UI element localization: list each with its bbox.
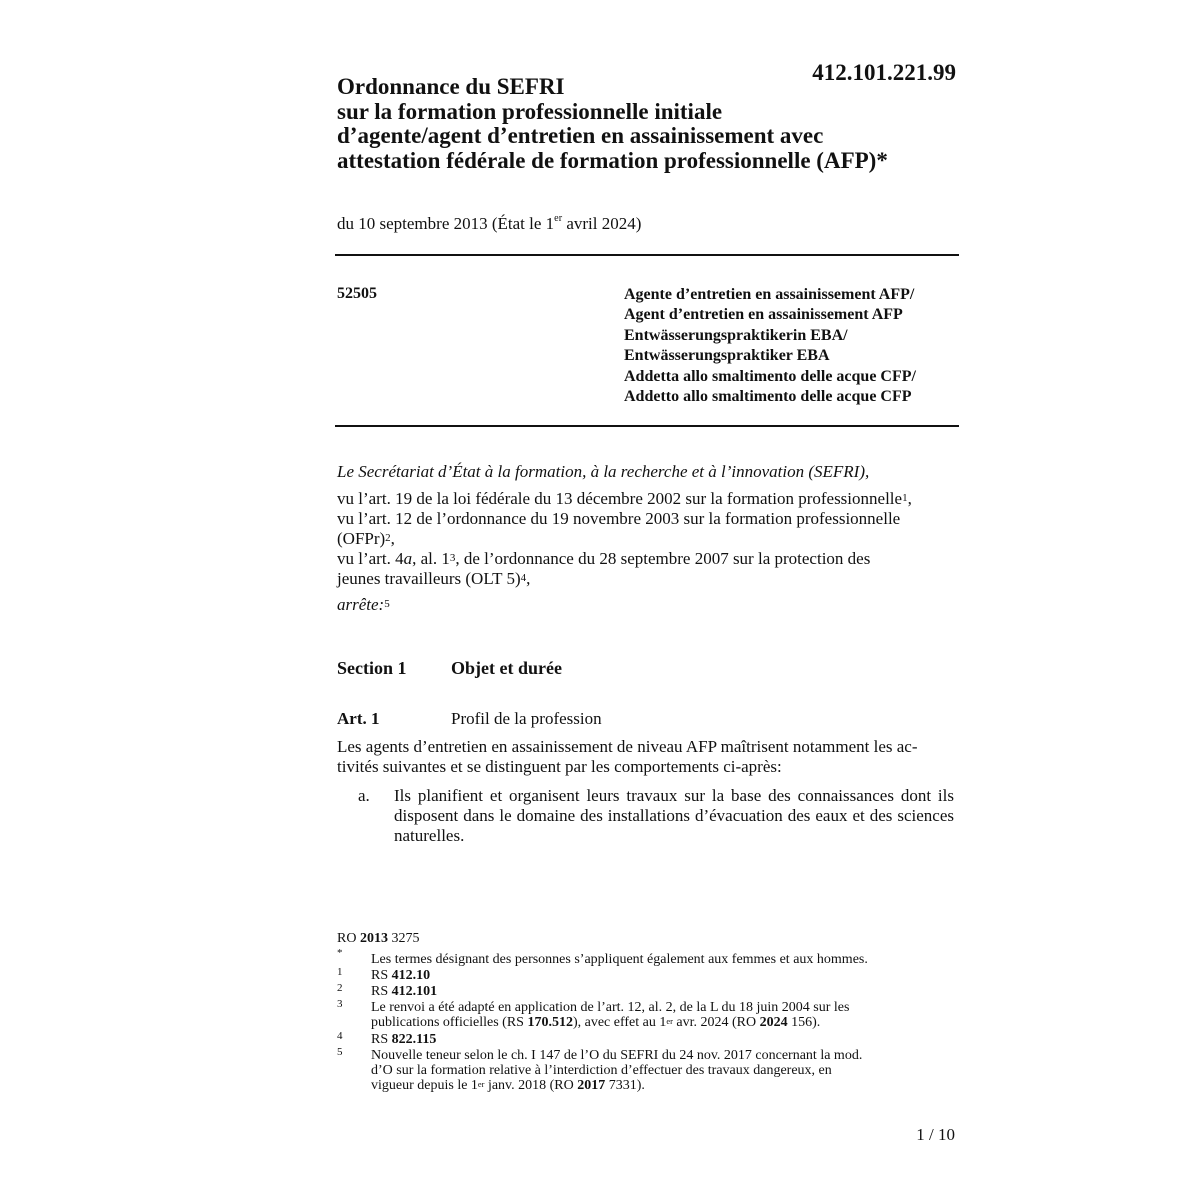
footnote-marker: 1: [337, 966, 343, 978]
footnote-2: RS 412.101: [371, 984, 438, 999]
doc-title: [337, 75, 957, 173]
divider: [335, 425, 959, 427]
footnote-ref-1[interactable]: 1: [902, 492, 908, 504]
title-line: attestation fédérale de formation professionnelle (AFP)*: [337, 147, 888, 173]
profession-name: Entwässerungspraktiker EBA: [624, 347, 830, 365]
footnote-ref-3[interactable]: 3: [449, 552, 456, 564]
footnote-marker: 2: [337, 982, 343, 994]
footnote-marker: 5: [337, 1046, 343, 1058]
profession-name: Addetta allo smaltimento delle acque CFP/: [624, 367, 916, 385]
divider: [335, 254, 959, 256]
profession-names: [624, 285, 916, 407]
page-number: 1 / 10: [916, 1125, 955, 1144]
preamble-arrete: arrête:$^5$: [337, 595, 390, 614]
footnote-1: RS 412.10: [371, 968, 431, 983]
title-line: sur la formation professionnelle initiale: [337, 98, 723, 124]
footnote-5: Nouvelle teneur selon le ch. I 147 de l’O du SEFRI du 24 nov. 2017 concernant la mod. d’O sur la formation relative à l’interdiction d’effectuer des travaux dangereux, en vigueur depuis le 1er janv. 2018 (RO 2017 7331).: [371, 1048, 863, 1094]
article-intro: Les agents d’entretien en assainissement de niveau AFP maîtrisent notamment les ac- tivités suivantes et se distinguent par les comportements ci-après:: [337, 737, 918, 776]
profession-code: 52505: [337, 285, 377, 302]
footnote-star: Les termes désignant des personnes s’appliquent également aux femmes et aux hommes.: [371, 952, 868, 967]
preamble-vu-1: vu l’art. 19 de la loi fédérale du 13 décembre 2002 sur la formation professionnelle$^1$,: [337, 489, 912, 508]
profession-name: Entwässerungspraktikerin EBA/: [624, 326, 848, 344]
footnote-marker: 3: [337, 998, 343, 1010]
footnote-4: RS 822.115: [371, 1032, 437, 1047]
footnote-3: Le renvoi a été adapté en application de l’art. 12, al. 2, de la L du 18 juin 2004 sur les publications officielles (RS 170.512), avec effet au 1er avr. 2024 (RO 2024 156).: [371, 1000, 850, 1031]
article-number: Art. 1: [337, 709, 380, 728]
footnote-ref-2[interactable]: 2: [385, 532, 391, 544]
footnote-ref-5[interactable]: 5: [384, 598, 390, 610]
ro-reference: RO 2013 3275: [337, 931, 420, 946]
list-item-letter: a.: [358, 786, 370, 805]
preamble: [337, 462, 959, 615]
title-line: d’agente/agent d’entretien en assainissement avec: [337, 123, 824, 148]
profession-name: Agent d’entretien en assainissement AFP: [624, 306, 903, 324]
footnote-marker: *: [337, 947, 343, 959]
section-number: Section 1: [337, 658, 407, 678]
doc-date: du 10 septembre 2013 (État le 1er avril 2024): [337, 213, 642, 233]
list-item-text: Ils planifient et organisent leurs travaux sur la base des connaissances dont ils disposent dans le domaine des installations d’évacuation des eaux et des sciences naturelles.: [394, 786, 954, 845]
preamble-vu-3: vu l’art. 4a, al. 1$^3$, de l’ordonnance du 28 septembre 2007 sur la protection des jeunes travailleurs (OLT 5)$^4$,: [337, 549, 871, 588]
footnote-marker: 4: [337, 1030, 343, 1042]
article-title: Profil de la profession: [451, 709, 602, 728]
profession-name: Addetto allo smaltimento delle acque CFP: [624, 388, 912, 406]
doc-number: 412.101.221.99: [812, 60, 956, 85]
section-title: Objet et durée: [451, 658, 562, 678]
profession-name: Agente d’entretien en assainissement AFP/: [624, 286, 915, 303]
preamble-issuer: Le Secrétariat d’État à la formation, à la recherche et à l’innovation (SEFRI),: [337, 462, 870, 481]
preamble-vu-2: vu l’art. 12 de l’ordonnance du 19 novembre 2003 sur la formation professionnelle (OFPr)$^2$,: [337, 509, 901, 548]
footnote-ref-4[interactable]: 4: [520, 572, 527, 584]
title-line: Ordonnance du SEFRI: [337, 74, 565, 99]
